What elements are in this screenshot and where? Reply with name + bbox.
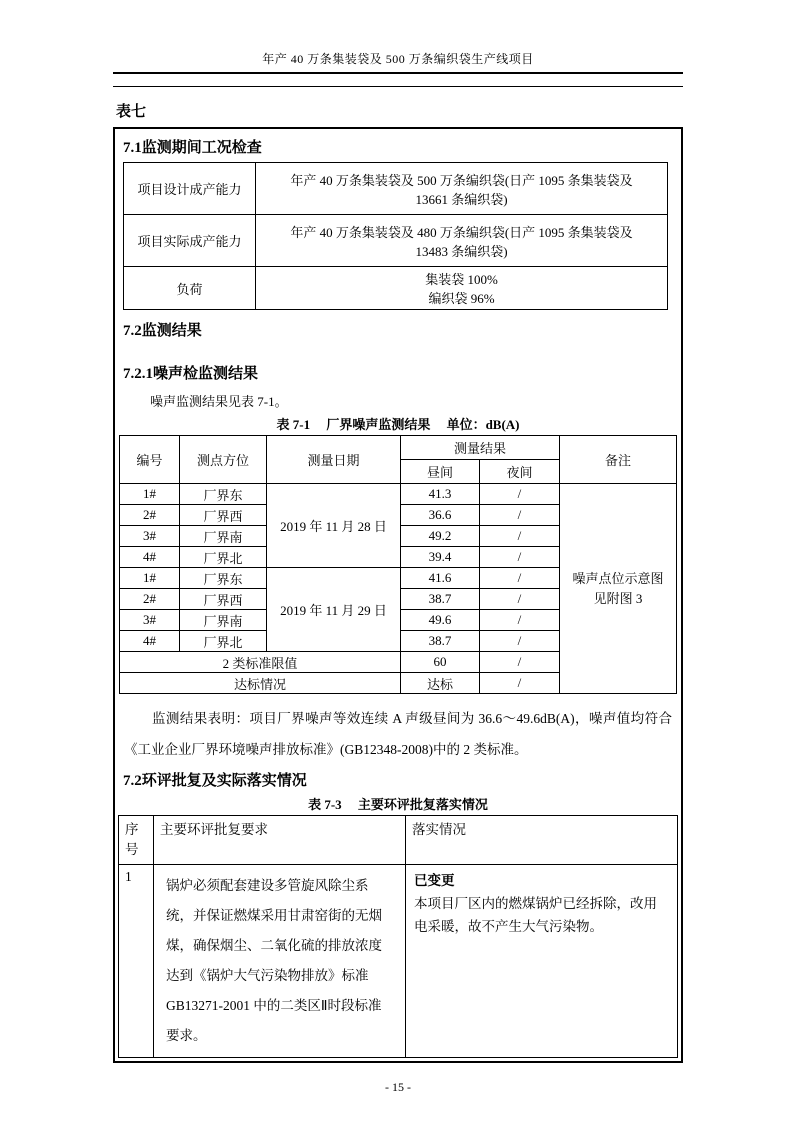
monitoring-conclusion-paragraph: 监测结果表明：项目厂界噪声等效连续 A 声级昼间为 36.6～49.6dB(A)，噪声值均符合《工业企业厂界环境噪声排放标准》(GB12348-2008)中的 2 类标准。 bbox=[124, 711, 672, 757]
cell-night: / bbox=[479, 484, 559, 505]
status-body: 本项目厂区内的燃煤锅炉已经拆除，改用电采暖，故不产生大气污染物。 bbox=[414, 896, 657, 934]
cell-night: / bbox=[479, 547, 559, 568]
col-header-no: 序号 bbox=[119, 816, 154, 865]
section-7-2-heading: 7.2监测结果 bbox=[123, 323, 202, 339]
cell-requirement: 锅炉必须配套建设多管旋风除尘系统，并保证燃煤采用甘肃窑街的无烟煤，确保烟尘、二氧化硫的排放浓度达到《锅炉大气污染物排放》标准 GB13271-2001 中的二类区Ⅱ时段标准要求。 bbox=[154, 865, 406, 1058]
cell-compliance-night: / bbox=[479, 673, 559, 694]
cell-status bbox=[406, 865, 678, 1058]
cell-night: / bbox=[479, 568, 559, 589]
capacity-value-line: 13661 条编织袋) bbox=[415, 191, 508, 207]
table-row bbox=[124, 215, 668, 267]
cell-daytime: 38.7 bbox=[400, 589, 479, 610]
content-column bbox=[113, 0, 683, 1095]
cell-night: / bbox=[479, 526, 559, 547]
capacity-row-value bbox=[256, 215, 668, 267]
cell-location: 厂界北 bbox=[179, 547, 266, 568]
capacity-row-value bbox=[256, 267, 668, 310]
section-7-2b-heading: 7.2环评批复及实际落实情况 bbox=[123, 773, 307, 789]
cell-location: 厂界西 bbox=[179, 589, 266, 610]
cell-location: 厂界东 bbox=[179, 484, 266, 505]
cell-daytime: 39.4 bbox=[400, 547, 479, 568]
page-number: - 15 - bbox=[385, 1080, 411, 1094]
cell-daytime: 49.2 bbox=[400, 526, 479, 547]
cell-location: 厂界南 bbox=[179, 610, 266, 631]
col-header-id: 编号 bbox=[119, 436, 179, 484]
cell-night: / bbox=[479, 505, 559, 526]
cell-daytime: 49.6 bbox=[400, 610, 479, 631]
capacity-row-value bbox=[256, 163, 668, 215]
header-rule-thick bbox=[113, 72, 683, 74]
cell-daytime: 41.6 bbox=[400, 568, 479, 589]
cell-remark bbox=[560, 484, 677, 694]
col-header-remark: 备注 bbox=[560, 436, 677, 484]
section-7-1-heading: 7.1监测期间工况检查 bbox=[123, 140, 262, 156]
cell-date-group: 2019 年 11 月 29 日 bbox=[266, 568, 400, 652]
cell-night: / bbox=[479, 631, 559, 652]
table-row bbox=[124, 267, 668, 310]
capacity-row-label: 项目实际成产能力 bbox=[124, 215, 256, 267]
cell-compliance-daytime: 达标 bbox=[400, 673, 479, 694]
header-rule-thin bbox=[113, 86, 683, 87]
cell-id: 3# bbox=[119, 526, 179, 547]
col-header-location: 测点方位 bbox=[179, 436, 266, 484]
cell-limit-night: / bbox=[479, 652, 559, 673]
cell-limit-daytime: 60 bbox=[400, 652, 479, 673]
cell-night: / bbox=[479, 589, 559, 610]
table-row bbox=[124, 163, 668, 215]
cell-id: 1# bbox=[119, 568, 179, 589]
table-row bbox=[119, 484, 676, 505]
capacity-value-line: 集装袋 100% bbox=[425, 272, 498, 287]
capacity-value-line: 编织袋 96% bbox=[428, 291, 495, 306]
capacity-value-line: 年产 40 万条集装袋及 500 万条编织袋(日产 1095 条集装袋及 bbox=[290, 172, 633, 188]
cell-id: 4# bbox=[119, 547, 179, 568]
table-header-row bbox=[119, 436, 676, 460]
doc-header-title: 年产 40 万条集装袋及 500 万条编织袋生产线项目 bbox=[262, 52, 534, 66]
cell-location: 厂界北 bbox=[179, 631, 266, 652]
cell-compliance-label: 达标情况 bbox=[119, 673, 400, 694]
cell-daytime: 38.7 bbox=[400, 631, 479, 652]
cell-id: 3# bbox=[119, 610, 179, 631]
capacity-value-line: 13483 条编织袋) bbox=[415, 243, 508, 259]
col-header-date: 测量日期 bbox=[266, 436, 400, 484]
cell-daytime: 41.3 bbox=[400, 484, 479, 505]
cell-date-group: 2019 年 11 月 28 日 bbox=[266, 484, 400, 568]
col-header-daytime: 昼间 bbox=[400, 460, 479, 484]
table-header-row bbox=[119, 816, 678, 865]
col-header-result: 测量结果 bbox=[400, 436, 559, 460]
capacity-table bbox=[123, 162, 668, 310]
cell-id: 2# bbox=[119, 505, 179, 526]
capacity-row-label: 负荷 bbox=[124, 267, 256, 310]
remark-line: 见附图 3 bbox=[593, 590, 643, 606]
cell-night: / bbox=[479, 610, 559, 631]
table-7-1-caption: 表 7-1 厂界噪声监测结果 单位：dB(A) bbox=[276, 417, 520, 432]
cell-limit-label: 2 类标准限值 bbox=[119, 652, 400, 673]
section-7-2-1-heading: 7.2.1噪声检监测结果 bbox=[123, 366, 259, 382]
col-header-night: 夜间 bbox=[479, 460, 559, 484]
table-seven-label: 表七 bbox=[116, 104, 147, 120]
cell-id: 2# bbox=[119, 589, 179, 610]
noise-results-table bbox=[119, 435, 677, 694]
table-row bbox=[119, 865, 678, 1058]
report-frame bbox=[113, 127, 683, 1063]
cell-id: 1# bbox=[119, 484, 179, 505]
cell-daytime: 36.6 bbox=[400, 505, 479, 526]
cell-id: 4# bbox=[119, 631, 179, 652]
cell-no: 1 bbox=[119, 865, 154, 1058]
cell-location: 厂界南 bbox=[179, 526, 266, 547]
capacity-row-label: 项目设计成产能力 bbox=[124, 163, 256, 215]
cell-location: 厂界西 bbox=[179, 505, 266, 526]
capacity-value-line: 年产 40 万条集装袋及 480 万条编织袋(日产 1095 条集装袋及 bbox=[290, 224, 633, 240]
remark-line: 噪声点位示意图 bbox=[572, 570, 664, 586]
col-header-status: 落实情况 bbox=[406, 816, 678, 865]
cell-location: 厂界东 bbox=[179, 568, 266, 589]
status-title: 已变更 bbox=[414, 873, 455, 888]
col-header-requirement: 主要环评批复要求 bbox=[154, 816, 406, 865]
table-7-3-caption: 表 7-3 主要环评批复落实情况 bbox=[308, 797, 488, 812]
approval-implementation-table bbox=[118, 815, 678, 1058]
noise-intro-paragraph: 噪声监测结果见表 7-1。 bbox=[150, 394, 288, 409]
